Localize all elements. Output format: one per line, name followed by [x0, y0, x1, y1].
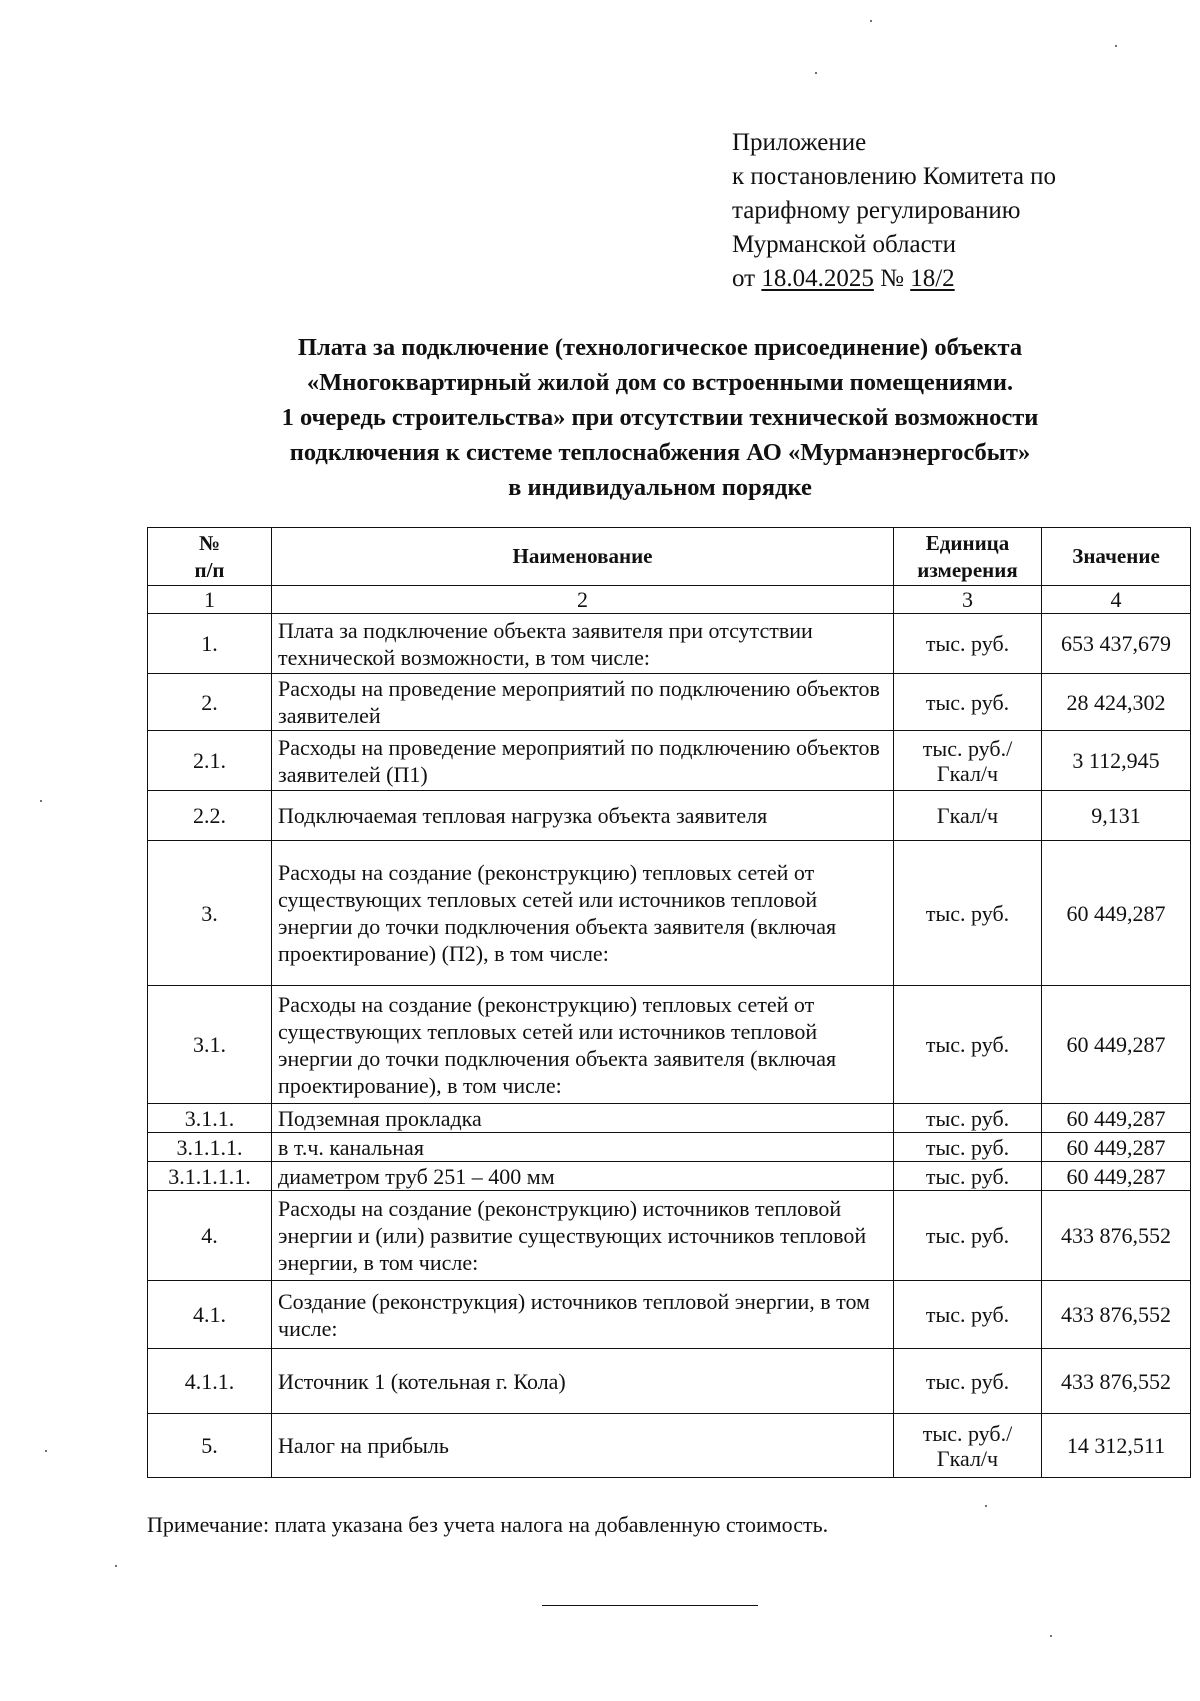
row-name: Налог на прибыль	[272, 1414, 894, 1478]
row-num: 3.1.1.	[148, 1104, 272, 1133]
row-name: диаметром труб 251 – 400 мм	[272, 1162, 894, 1191]
row-name: Расходы на создание (реконструкцию) источников тепловой энергии и (или) развитие существующих источников тепловой энергии, в том числе:	[272, 1191, 894, 1281]
column-number-row	[148, 586, 1191, 614]
row-num: 3.1.1.1.1.	[148, 1162, 272, 1191]
title-line: подключения к системе теплоснабжения АО «Мурманэнергосбыт»	[289, 439, 1031, 466]
row-unit: тыс. руб.	[894, 986, 1042, 1104]
appendix-line: Приложение	[732, 129, 867, 156]
decree-date: 18.04.2025	[761, 265, 874, 292]
col-number: 1	[148, 586, 272, 614]
row-value: 60 449,287	[1042, 841, 1191, 986]
row-num: 4.1.	[148, 1281, 272, 1349]
row-value: 60 449,287	[1042, 1104, 1191, 1133]
row-value: 433 876,552	[1042, 1191, 1191, 1281]
row-value: 3 112,945	[1042, 731, 1191, 791]
header-num-line: п/п	[194, 557, 225, 582]
table-row	[148, 1104, 1191, 1133]
document-title	[130, 330, 1190, 505]
row-name: Расходы на проведение мероприятий по подключению объектов заявителей	[272, 674, 894, 731]
row-unit: Гкал/ч	[894, 791, 1042, 841]
row-value: 14 312,511	[1042, 1414, 1191, 1478]
row-unit: тыс. руб.	[894, 674, 1042, 731]
col-number: 3	[894, 586, 1042, 614]
row-num: 4.	[148, 1191, 272, 1281]
row-unit: тыс. руб.	[894, 614, 1042, 674]
row-value: 28 424,302	[1042, 674, 1191, 731]
row-num: 5.	[148, 1414, 272, 1478]
row-unit: тыс. руб.	[894, 1104, 1042, 1133]
row-unit: тыс. руб.	[894, 841, 1042, 986]
scan-speck	[1115, 45, 1117, 47]
table-row	[148, 986, 1191, 1104]
appendix-date-line	[732, 262, 1056, 296]
row-num: 2.1.	[148, 731, 272, 791]
table-row	[148, 1133, 1191, 1162]
scan-speck	[115, 1565, 117, 1567]
row-unit: тыс. руб.	[894, 1281, 1042, 1349]
scan-speck	[985, 1505, 987, 1507]
header-value: Значение	[1042, 528, 1191, 586]
table-row	[148, 1162, 1191, 1191]
title-line: Плата за подключение (технологическое присоединение) объекта	[297, 334, 1023, 361]
row-value: 433 876,552	[1042, 1349, 1191, 1414]
header-unit	[894, 528, 1042, 586]
row-name: Подключаемая тепловая нагрузка объекта заявителя	[272, 791, 894, 841]
row-name: Создание (реконструкция) источников тепловой энергии, в том числе:	[272, 1281, 894, 1349]
table-row	[148, 791, 1191, 841]
table-row	[148, 731, 1191, 791]
scan-speck	[40, 800, 42, 802]
row-unit: тыс. руб.	[894, 1349, 1042, 1414]
appendix-line: тарифному регулированию	[732, 197, 1021, 224]
row-num: 2.	[148, 674, 272, 731]
row-unit: тыс. руб./Гкал/ч	[894, 1414, 1042, 1478]
scan-speck	[870, 20, 872, 22]
row-num: 3.1.1.1.	[148, 1133, 272, 1162]
appendix-block	[732, 126, 1056, 296]
row-value: 433 876,552	[1042, 1281, 1191, 1349]
row-value: 653 437,679	[1042, 614, 1191, 674]
row-num: 2.2.	[148, 791, 272, 841]
title-line: «Многоквартирный жилой дом со встроенными помещениями.	[306, 369, 1014, 396]
header-num-line: №	[198, 530, 221, 555]
title-line: в индивидуальном порядке	[508, 474, 812, 501]
row-name: Подземная прокладка	[272, 1104, 894, 1133]
scan-speck	[45, 1450, 47, 1452]
row-name: Расходы на создание (реконструкцию) тепловых сетей от существующих тепловых сетей или источников тепловой энергии до точки подключения объекта заявителя (включая проектирование), в том числе:	[272, 986, 894, 1104]
table-row	[148, 1281, 1191, 1349]
row-name: Источник 1 (котельная г. Кола)	[272, 1349, 894, 1414]
date-prefix: от	[732, 265, 756, 292]
row-unit: тыс. руб.	[894, 1191, 1042, 1281]
table-row	[148, 1191, 1191, 1281]
row-value: 60 449,287	[1042, 986, 1191, 1104]
closing-rule	[542, 1605, 758, 1606]
appendix-line: Мурманской области	[732, 231, 957, 258]
row-num: 3.1.	[148, 986, 272, 1104]
title-line: 1 очередь строительства» при отсутствии технической возможности	[281, 404, 1039, 431]
scan-speck	[1050, 1635, 1052, 1637]
appendix-line: к постановлению Комитета по	[732, 163, 1057, 190]
row-name: Расходы на создание (реконструкцию) тепловых сетей от существующих тепловых сетей или источников тепловой энергии до точки подключения объекта заявителя (включая проектирование) (П2), в том числе:	[272, 841, 894, 986]
table-row	[148, 1414, 1191, 1478]
row-unit: тыс. руб.	[894, 1162, 1042, 1191]
table-row	[148, 1349, 1191, 1414]
row-num: 1.	[148, 614, 272, 674]
header-unit-line: измерения	[917, 557, 1018, 582]
row-num: 4.1.1.	[148, 1349, 272, 1414]
table-row	[148, 674, 1191, 731]
decree-number: 18/2	[910, 265, 955, 292]
row-name: Расходы на проведение мероприятий по подключению объектов заявителей (П1)	[272, 731, 894, 791]
number-prefix: №	[880, 265, 904, 292]
header-num	[148, 528, 272, 586]
row-value: 9,131	[1042, 791, 1191, 841]
footnote: Примечание: плата указана без учета налога на добавленную стоимость.	[147, 1512, 829, 1537]
row-name: Плата за подключение объекта заявителя при отсутствии технической возможности, в том числе:	[272, 614, 894, 674]
row-unit: тыс. руб./Гкал/ч	[894, 731, 1042, 791]
row-unit: тыс. руб.	[894, 1133, 1042, 1162]
row-value: 60 449,287	[1042, 1133, 1191, 1162]
header-unit-line: Единица	[925, 530, 1010, 555]
table-row	[148, 841, 1191, 986]
col-number: 4	[1042, 586, 1191, 614]
scan-speck	[815, 72, 817, 74]
row-name: в т.ч. канальная	[272, 1133, 894, 1162]
header-row	[148, 528, 1191, 586]
row-value: 60 449,287	[1042, 1162, 1191, 1191]
header-name: Наименование	[272, 528, 894, 586]
col-number: 2	[272, 586, 894, 614]
fee-table	[147, 527, 1191, 1478]
table-row	[148, 614, 1191, 674]
row-num: 3.	[148, 841, 272, 986]
